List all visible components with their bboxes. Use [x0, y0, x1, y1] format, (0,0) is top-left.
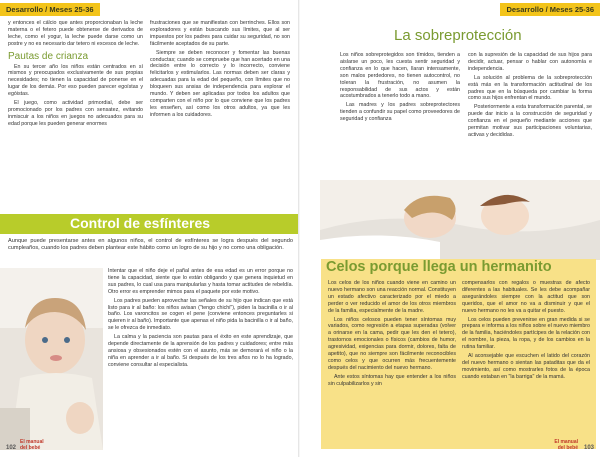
celos-paragraph-5: Los celos pueden prevenirse en gran medida si se prepara e informa a los niños sobre el nuevo miembro de la familia, haciéndoles partícipes de la relación con el nombre, la pieza, la ropa, y de los cambios en la rutina familiar.	[462, 316, 590, 351]
celos-heading: Celos porque llega un hermanito	[326, 259, 552, 275]
section-header-right: Desarrollo / Meses 25-36	[500, 3, 600, 16]
esfinteres-intro: Aunque puede presentarse antes en algunos niños, el control de esfínteres se logra después del segundo cumpleaños, cuando los padres deben plantear este hábito como un logro de su hijo y no como una obligación.	[8, 238, 293, 252]
pautas-paragraph-2: El juego, como actividad primordial, debe ser promocionado por los padres con sensatez, evitando inmiscuir a los niños en juegos no adecuados para su edad porque les pueden generar enormes	[8, 100, 143, 127]
pautas-heading: Pautas de crianza	[8, 50, 89, 62]
sobre-paragraph-1: Los niños sobreprotegidos son tímidos, tienden a aislarse un poco, les cuesta sentir seguridad y confianza en lo que hacen, llaran intensamente, son malos perdedores, no tienen autocontrol, no toleran la frustración, no asumen la responsabilidad de sus actos y están acostumbrados a tenerlo todo a mano.	[340, 52, 460, 100]
sleeping-children-photo	[320, 180, 600, 260]
page-number-left: 102	[6, 445, 17, 451]
sobre-paragraph-5: Posteriormente a esta transformación parental, se puede dar inicio a la construcción de seguridad y confianza en el pequeño mediante acciones que permitan motivar sus participaciones voluntarias, activas y decididas.	[468, 104, 592, 138]
sobre-column-1	[340, 52, 460, 125]
sobreproteccion-heading: La sobreprotección	[394, 27, 522, 44]
esfinteres-body	[108, 268, 293, 371]
left-column-2	[150, 20, 290, 121]
sobre-paragraph-2: Las madres y los padres sobreprotectores tienden a confundir su papel como proveedores de seguridad y confianza	[340, 102, 460, 123]
toddler-photo	[0, 268, 103, 450]
col2-paragraph-2: Siempre se deben reconocer y fomentar las buenas conductas; cuando se compruebe que han acertado en una decisión entre lo correcto y lo incorrecto, conviene felicitarlos y estimularlos. Las normas deben ser claras y adecuadas para la edad del pequeño, con límites que no bloqueen sus ansias de independencia para explorar el mundo. Y deben ser aplicadas por todos los adultos que comparten con el niño por lo que conviene que los padres les enseñen, así como los otros adultos, ya que les informen a los cuidadores.	[150, 49, 290, 118]
esf-paragraph-1: Intentar que el niño deje el pañal antes de esa edad es un error porque no tiene la capacidad, siente que lo están obligando y que genera inquietud en sus padres, lo cual usa para manipularlas y hasta tomar actitudes de rebeldía. Otro error es emprender mimos para el paquete por este motivo.	[108, 268, 293, 295]
page-number-right: 103	[583, 445, 594, 451]
celos-paragraph-1: Los celos de los niños cuando viene en camino un nuevo hermano son una reacción normal. Constituyen un estado afectivo caracterizado por el miedo a perder o ver reducido el amor de los otros miembros de la familia, especialmente de la madre.	[328, 280, 456, 314]
left-column-1	[8, 20, 143, 130]
brand-logo-left	[20, 439, 44, 451]
celos-column-1	[328, 280, 456, 390]
logo-line-2: del bebé	[557, 445, 578, 451]
esfinteres-heading: Control de esfínteres	[70, 215, 211, 231]
celos-column-2	[462, 280, 590, 383]
right-page	[300, 0, 600, 457]
brand-logo-right	[554, 439, 578, 451]
intro-paragraph: y entonces el cálcio que antes proporcionaban la leche materna o el fetero puede obtenerse de derivados de leche, como el yogur, la leche puede darse como un postre y no es necesario dar tetero ni excesos de leche.	[8, 20, 143, 47]
esf-paragraph-2: Los padres pueden aprovechar las señales de su hijo que indican que está listo para ir al baño: los niños avisan ("tengo chichi"), piden la bacinilla o ir al baño. Los varoncitos se cogen el pene (conviene entonces preguntarles si quieren ir al baño). Importante que apenas el niño pida la bacinilla o ir al baño, se le ofrezca de inmediato.	[108, 297, 293, 332]
celos-paragraph-2: Los niños celosos pueden tener síntomas muy variados, como regresión a etapas superadas (volver a orinarse en la cama, pedir que les den el tetero), trastornos emocionales o físicos (cambios de humor, agresividad, exigencias para dormir, dolores, falta de apetito), que no siempre son fácilmente reconocibles como celos y que ocurren más frecuentemente después del nacimiento del nuevo hermano.	[328, 316, 456, 371]
sobre-column-2	[468, 52, 592, 141]
celos-paragraph-3: Ante estos síntomas hay que entender a los niños sin culpabilizarlos y sin	[328, 373, 456, 387]
celos-paragraph-4: compensarlos con regalos o muestras de afecto diferentes a las habituales. Se les debe acompañar asegurándoles siempre con la actitud que son queridos, que el amor no va a disminuir y que el nuevo hermano no les va a quitar el puesto.	[462, 280, 590, 314]
logo-line-1: El manual	[554, 439, 578, 445]
sobre-paragraph-3: con la supresión de la capacidad de sus hijos para decidir, actuar, pensar o hablar con autonomía e independencia.	[468, 52, 592, 72]
col2-paragraph-1: frustraciones que se manifiestan con berrinches. Ellos son exploradores y están buscando sus límites, que al ser impuestos por los padres para cuidar su seguridad, no son fácilmente aceptados de su parte.	[150, 20, 290, 47]
celos-paragraph-6: Al aconsejable que escuchen el latido del corazón del nuevo hermano o sientan las pataditas que da el movimiento, así como mostrarles fotos de la época cuando estaban en "la barriga" de la mamá.	[462, 353, 590, 380]
esf-paragraph-3: La calma y la paciencia son pautas para el éxito en este aprendizaje, que depende directamente de la aprensión de los padres y cuidadores; entre más ansiosa y obsesionados estén con el asunto, más se demorará el niño o la niña en aprender a ir al baño. Si después de los tres años no lo ha logrado, conviene consultar al especialista.	[108, 334, 293, 368]
section-header-left: Desarrollo / Meses 25-36	[0, 3, 100, 16]
pautas-paragraph-1: En su tercer año los niños están centrados en sí mismos y preocupados exclusivamente de sus propias necesidades; no tienen la capacidad de ponerse en el lugar de los demás. Por eso pueden parecer egoístas y egóistas.	[8, 63, 143, 98]
logo-line-1: El manual	[20, 439, 44, 445]
logo-line-2: del bebé	[20, 445, 41, 451]
sobre-paragraph-4: La solución al problema de la sobreprotección está más en la transformación actitudinal de los padres que en la búsqueda por cambiar la forma como sus hijos enfrentan el mundo.	[468, 74, 592, 102]
